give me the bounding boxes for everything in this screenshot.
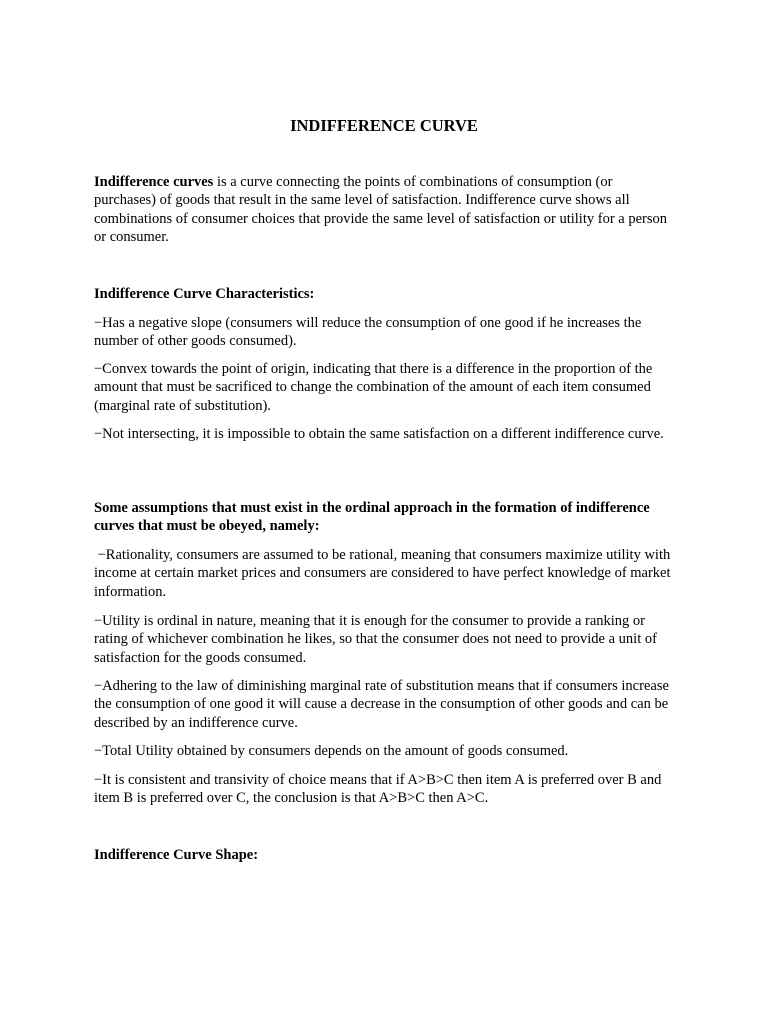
assumption-item: −Utility is ordinal in nature, meaning that it is enough for the consumer to provide a ranking or rating of whichever combination he likes, so that the consumer does not need to provide a unit of satisfaction for the goods consumed. bbox=[94, 613, 657, 666]
characteristic-item: −Convex towards the point of origin, indicating that there is a difference in the proportion of the amount that must be sacrificed to change the combination of the amount of each item consumed (marginal rate of substitution). bbox=[94, 361, 653, 414]
characteristic-item: −Not intersecting, it is impossible to obtain the same satisfaction on a different indifference curve. bbox=[94, 426, 664, 442]
characteristic-item: −Has a negative slope (consumers will reduce the consumption of one good if he increases the number of other goods consumed). bbox=[94, 315, 642, 350]
intro-paragraph bbox=[94, 173, 674, 247]
intro-text: is a curve connecting the points of combinations of consumption (or purchases) of goods that result in the same level of satisfaction. Indifference curve shows all combinations of consumer choices that provide the same level of satisfaction or utility for a person or consumer. bbox=[94, 174, 667, 246]
assumption-item: −Adhering to the law of diminishing marginal rate of substitution means that if consumers increase the consumption of one good it will cause a decrease in the consumption of other goods and can be described by an indifference curve. bbox=[94, 678, 669, 731]
assumptions-heading: Some assumptions that must exist in the ordinal approach in the formation of indifference curves that must be obeyed, namely: bbox=[94, 500, 650, 535]
shape-heading: Indifference Curve Shape: bbox=[94, 847, 259, 863]
assumption-item: −It is consistent and transivity of choice means that if A>B>C then item A is preferred over B and item B is preferred over C, the conclusion is that A>B>C then A>C. bbox=[94, 772, 662, 807]
assumption-item: −Rationality, consumers are assumed to be rational, meaning that consumers maximize utility with income at certain market prices and consumers are considered to have perfect knowledge of market information. bbox=[94, 547, 675, 600]
characteristics-heading: Indifference Curve Characteristics: bbox=[94, 286, 315, 302]
assumption-item: −Total Utility obtained by consumers depends on the amount of goods consumed. bbox=[94, 743, 569, 759]
intro-term: Indifference curves bbox=[94, 174, 214, 190]
page-title: INDIFFERENCE CURVE bbox=[290, 116, 478, 135]
